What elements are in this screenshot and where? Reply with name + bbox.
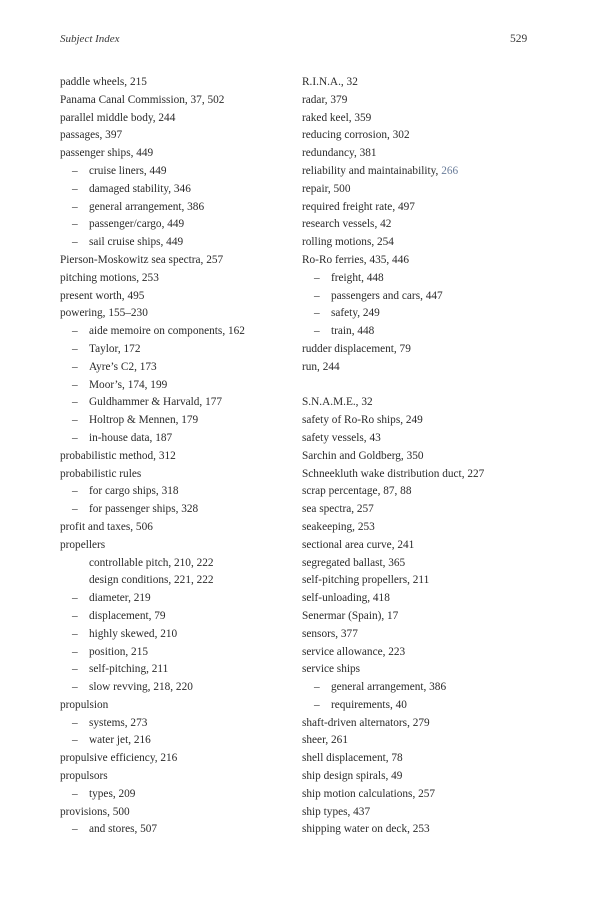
index-entry-text: Holtrop & Mennen, 179 [89, 414, 199, 427]
index-subentry [60, 501, 295, 519]
subentry-dash: – [72, 378, 78, 391]
subentry-dash: – [72, 182, 78, 195]
index-entry-text: requirements, 40 [331, 698, 407, 711]
index-subentry [60, 163, 295, 181]
index-subentry [60, 181, 295, 199]
index-entry [302, 74, 562, 92]
index-entry [302, 163, 562, 181]
index-entry-text: Panama Canal Commission, 37, 502 [60, 93, 225, 106]
subentry-dash: – [314, 271, 320, 284]
index-subentry [60, 715, 295, 733]
index-entry [302, 359, 562, 377]
subentry-dash: – [72, 716, 78, 729]
index-entry [302, 750, 562, 768]
index-entry [60, 110, 295, 128]
index-entry-text: propulsors [60, 770, 108, 783]
index-entry [60, 750, 295, 768]
subentry-dash: – [72, 823, 78, 836]
index-entry [60, 270, 295, 288]
index-entry-text: aide memoire on components, 162 [89, 325, 245, 338]
index-entry-text: for cargo ships, 318 [89, 485, 179, 498]
index-subentry [60, 555, 295, 573]
subentry-dash: – [72, 645, 78, 658]
index-column-right [302, 74, 562, 839]
index-entry [302, 412, 562, 430]
index-entry-text: self-pitching propellers, 211 [302, 574, 430, 587]
index-subentry [60, 608, 295, 626]
index-entry-text: segregated ballast, 365 [302, 556, 406, 569]
index-entry [60, 145, 295, 163]
index-subentry [302, 679, 562, 697]
index-entry-text: passenger/cargo, 449 [89, 218, 185, 231]
index-entry [60, 92, 295, 110]
subentry-dash: – [72, 200, 78, 213]
index-entry-text: passages, 397 [60, 129, 123, 142]
index-entry [60, 127, 295, 145]
index-entry-text: sensors, 377 [302, 627, 358, 640]
index-subentry [60, 644, 295, 662]
index-entry [302, 341, 562, 359]
subentry-dash: – [314, 325, 320, 338]
index-subentry [302, 305, 562, 323]
index-entry [60, 537, 295, 555]
index-entry-text: Schneekluth wake distribution duct, 227 [302, 467, 485, 480]
index-entry-text: rolling motions, 254 [302, 236, 394, 249]
index-subentry [302, 288, 562, 306]
index-entry-text: highly skewed, 210 [89, 627, 178, 640]
index-entry-text: freight, 448 [331, 271, 384, 284]
index-entry-text: Taylor, 172 [89, 342, 141, 355]
index-subentry [60, 661, 295, 679]
index-subentry [302, 323, 562, 341]
index-entry-text: types, 209 [89, 787, 136, 800]
index-entry-text: for passenger ships, 328 [89, 503, 199, 516]
index-subentry [60, 394, 295, 412]
index-entry-text: rudder displacement, 79 [302, 342, 411, 355]
index-subentry [60, 359, 295, 377]
index-entry-text: safety, 249 [331, 307, 380, 320]
index-subentry [302, 270, 562, 288]
index-entry [60, 448, 295, 466]
index-entry [302, 92, 562, 110]
index-subentry [60, 679, 295, 697]
index-entry [60, 697, 295, 715]
subentry-dash: – [72, 218, 78, 231]
index-entry-text: propulsion [60, 698, 109, 711]
index-entry-text: seakeeping, 253 [302, 520, 375, 533]
index-entry-text: shipping water on deck, 253 [302, 823, 430, 836]
index-entry-text: safety vessels, 43 [302, 431, 381, 444]
subentry-dash: – [72, 325, 78, 338]
index-subentry [60, 234, 295, 252]
index-entry-text: powering, 155–230 [60, 307, 148, 320]
subentry-dash: – [72, 592, 78, 605]
index-entry-text: shaft-driven alternators, 279 [302, 716, 430, 729]
index-entry-text: service ships [302, 663, 361, 676]
index-entry-text: shell displacement, 78 [302, 752, 403, 765]
index-entry-text: provisions, 500 [60, 805, 130, 818]
index-entry-text: profit and taxes, 506 [60, 520, 153, 533]
subentry-dash: – [72, 485, 78, 498]
index-entry-text: water jet, 216 [89, 734, 151, 747]
index-subentry [60, 821, 295, 839]
index-entry [302, 501, 562, 519]
index-entry-text: Guldhammer & Harvald, 177 [89, 396, 223, 409]
index-entry-text: probabilistic rules [60, 467, 142, 480]
index-entry-text: cruise liners, 449 [89, 164, 167, 177]
index-entry-text: paddle wheels, 215 [60, 76, 147, 88]
index-entry-text: sheer, 261 [302, 734, 348, 747]
index-entry [302, 786, 562, 804]
index-entry-text: redundancy, 381 [302, 147, 377, 160]
index-entry-text: required freight rate, 497 [302, 200, 415, 213]
index-entry [60, 252, 295, 270]
index-entry [302, 804, 562, 822]
index-entry [302, 216, 562, 234]
index-entry-text: general arrangement, 386 [331, 681, 447, 694]
index-entry [60, 768, 295, 786]
index-entry-text: radar, 379 [302, 93, 348, 106]
index-entry-text: displacement, 79 [89, 609, 166, 622]
index-entry-text: passengers and cars, 447 [331, 289, 443, 302]
index-subentry [60, 199, 295, 217]
index-entry [60, 288, 295, 306]
page-number: 529 [510, 33, 528, 45]
index-entry [302, 234, 562, 252]
index-entry-text: Ro-Ro ferries, 435, 446 [302, 253, 409, 266]
index-entry-text: R.I.N.A., 32 [302, 76, 358, 88]
subentry-dash: – [72, 734, 78, 747]
index-subentry [60, 430, 295, 448]
index-entry [302, 821, 562, 839]
subentry-dash: – [72, 396, 78, 409]
index-entry [302, 127, 562, 145]
index-entry [302, 626, 562, 644]
index-entry-text: and stores, 507 [89, 823, 158, 836]
index-entry-text: sail cruise ships, 449 [89, 236, 184, 249]
subentry-dash: – [72, 342, 78, 355]
index-entry-text: probabilistic method, 312 [60, 449, 176, 462]
subentry-dash: – [72, 627, 78, 640]
index-entry [302, 715, 562, 733]
subentry-dash: – [72, 609, 78, 622]
index-entry [60, 305, 295, 323]
index-entry [302, 394, 562, 412]
index-entry-text: design conditions, 221, 222 [89, 574, 214, 587]
index-subentry [302, 697, 562, 715]
index-entry [60, 804, 295, 822]
index-entry [60, 74, 295, 92]
index-entry-text: slow revving, 218, 220 [89, 681, 193, 694]
index-entry-text: propulsive efficiency, 216 [60, 752, 178, 765]
index-entry-text: Senermar (Spain), 17 [302, 609, 399, 622]
index-entry-text: scrap percentage, 87, 88 [302, 485, 412, 498]
highlighted-page-ref: 266 [441, 164, 459, 177]
index-entry-text: damaged stability, 346 [89, 182, 191, 195]
index-entry [302, 768, 562, 786]
index-subentry [60, 590, 295, 608]
index-entry [302, 572, 562, 590]
subentry-dash: – [314, 307, 320, 320]
index-entry-text: self-pitching, 211 [89, 663, 169, 676]
index-entry [302, 181, 562, 199]
index-entry-text: general arrangement, 386 [89, 200, 205, 213]
index-entry-text: raked keel, 359 [302, 111, 372, 124]
index-subentry [60, 572, 295, 590]
index-entry [302, 483, 562, 501]
subentry-dash: – [72, 414, 78, 427]
index-entry [302, 199, 562, 217]
index-entry-text: pitching motions, 253 [60, 271, 159, 284]
index-entry [302, 555, 562, 573]
subentry-dash: – [72, 236, 78, 249]
index-entry [302, 537, 562, 555]
index-entry-text: in-house data, 187 [89, 431, 173, 444]
index-entry-text: Moor’s, 174, 199 [89, 378, 168, 391]
index-entry-text: run, 244 [302, 360, 340, 373]
subentry-dash: – [72, 663, 78, 676]
index-entry [302, 430, 562, 448]
index-entry-text: reliability and maintainability, [302, 164, 442, 177]
subentry-dash: – [72, 431, 78, 444]
index-entry-text: sea spectra, 257 [302, 503, 374, 516]
index-entry [302, 661, 562, 679]
index-entry [302, 110, 562, 128]
index-entry-text: Ayre’s C2, 173 [89, 360, 157, 373]
subentry-dash: – [314, 681, 320, 694]
index-entry-text: position, 215 [89, 645, 148, 658]
index-entry [302, 466, 562, 484]
running-header-title: Subject Index [60, 33, 120, 45]
index-entry [302, 590, 562, 608]
index-entry-text: research vessels, 42 [302, 218, 392, 231]
index-entry [302, 608, 562, 626]
index-subentry [60, 412, 295, 430]
subentry-dash: – [72, 503, 78, 516]
index-entry-text: safety of Ro-Ro ships, 249 [302, 414, 423, 427]
index-entry [60, 466, 295, 484]
index-subentry [60, 483, 295, 501]
subentry-dash: – [314, 289, 320, 302]
index-entry [302, 644, 562, 662]
index-entry-text: ship motion calculations, 257 [302, 787, 436, 800]
index-entry-text: Sarchin and Goldberg, 350 [302, 449, 424, 462]
index-subentry [60, 341, 295, 359]
subentry-dash: – [72, 681, 78, 694]
index-entry-text: systems, 273 [89, 716, 148, 729]
index-entry-text: parallel middle body, 244 [60, 111, 176, 124]
index-subentry [60, 216, 295, 234]
index-letter-gap [302, 377, 562, 395]
index-entry-text: controllable pitch, 210, 222 [89, 556, 214, 569]
index-entry-text: S.N.A.M.E., 32 [302, 396, 373, 409]
index-entry-text: reducing corrosion, 302 [302, 129, 410, 142]
index-entry-text: train, 448 [331, 325, 375, 338]
index-subentry [60, 626, 295, 644]
index-entry-text: Pierson-Moskowitz sea spectra, 257 [60, 253, 224, 266]
index-entry [302, 448, 562, 466]
index-entry-text: passenger ships, 449 [60, 147, 154, 160]
subentry-dash: – [72, 360, 78, 373]
index-subentry [60, 323, 295, 341]
subentry-dash: – [72, 787, 78, 800]
index-subentry [60, 377, 295, 395]
index-entry-text: repair, 500 [302, 182, 351, 195]
index-entry [302, 252, 562, 270]
index-subentry [60, 786, 295, 804]
index-entry-text: service allowance, 223 [302, 645, 406, 658]
index-entry-text: ship types, 437 [302, 805, 371, 818]
index-entry [302, 145, 562, 163]
index-entry [302, 732, 562, 750]
subentry-dash: – [72, 164, 78, 177]
index-entry-text: ship design spirals, 49 [302, 770, 403, 783]
index-entry [60, 519, 295, 537]
index-entry-text: present worth, 495 [60, 289, 145, 302]
index-entry-text: sectional area curve, 241 [302, 538, 415, 551]
subentry-dash: – [314, 698, 320, 711]
index-entry-text: propellers [60, 538, 106, 551]
index-entry-text: self-unloading, 418 [302, 592, 390, 605]
index-entry-text: diameter, 219 [89, 592, 151, 605]
index-entry [302, 519, 562, 537]
index-column-left [60, 74, 295, 839]
index-subentry [60, 732, 295, 750]
